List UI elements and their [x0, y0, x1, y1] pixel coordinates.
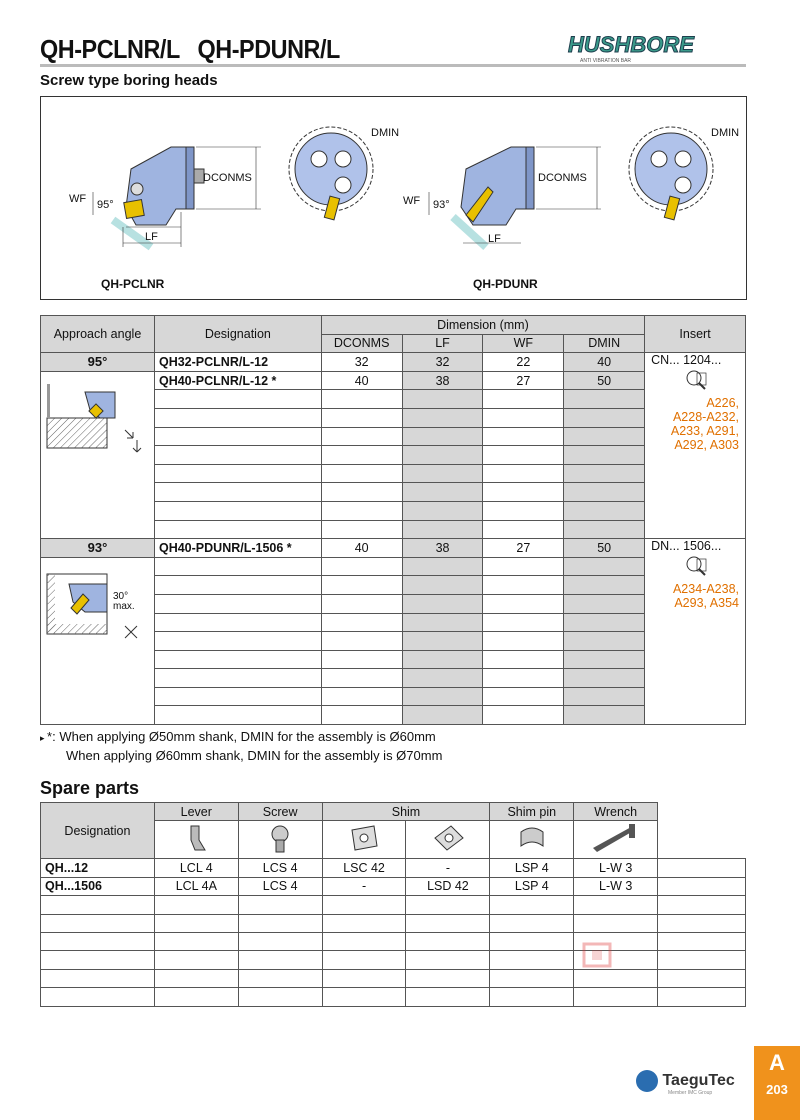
insert-ref[interactable]: A293, A354 [674, 596, 739, 611]
brand-subtitle: Member IMC Group [668, 1090, 713, 1096]
page-title: QH-PCLNR/L QH-PDUNR/L [40, 34, 340, 64]
wf-label-left: WF [69, 193, 87, 205]
dmin-cell: 40 [564, 353, 645, 372]
header-wf: WF [483, 334, 564, 353]
sp-wrench: L-W 3 [574, 859, 658, 877]
angle-note: 30° max. [113, 590, 135, 612]
watermark-logo [536, 940, 676, 1010]
bullet-icon: ▸ [40, 733, 48, 743]
lf-label-right: LF [488, 233, 501, 245]
dmin-cell: 50 [564, 539, 645, 558]
taegutec-mark-icon [636, 1070, 658, 1092]
sp-shim2: - [406, 859, 490, 877]
page-number: 203 [766, 1082, 788, 1097]
lf-cell: 38 [402, 371, 483, 390]
pclnr-end-view [289, 127, 373, 220]
header-dmin: DMIN [564, 334, 645, 353]
angle-label-left: 95° [97, 199, 114, 211]
svg-text:ANTI VIBRATION BAR: ANTI VIBRATION BAR [580, 58, 632, 64]
dconms-label-right: DCONMS [538, 172, 587, 184]
insert-code: CN... 1204... [651, 353, 722, 368]
insert-ref[interactable]: A226, [706, 396, 739, 411]
insert-ref[interactable]: A228-A232, [672, 410, 739, 425]
taegutec-logo: TaeguTec [636, 1070, 735, 1092]
sp-designation: QH...12 [41, 859, 155, 877]
pdunr-end-view [629, 127, 713, 220]
insert-ref[interactable]: A292, A303 [674, 438, 739, 453]
wf-label-right: WF [403, 195, 421, 207]
wf-cell: 22 [483, 353, 564, 372]
insert-ref[interactable]: A234-A238, [672, 582, 739, 597]
hushbore-logo [560, 30, 750, 66]
dconms-label-left: DCONMS [203, 172, 252, 184]
designation-cell: QH32-PCLNR/L-12 [154, 353, 321, 372]
tool-diagram-box [40, 96, 747, 300]
shim-square-icon [322, 821, 406, 859]
section-letter: A [769, 1050, 785, 1075]
header-dimension: Dimension (mm) [321, 316, 644, 335]
sp-lever: LCL 4 [154, 859, 238, 877]
approach-95: 95° [41, 353, 155, 372]
header-dconms: DCONMS [321, 334, 402, 353]
empty-row [41, 896, 746, 914]
shim-pin-icon [490, 821, 574, 859]
screw-icon [238, 821, 322, 859]
wf-cell: 27 [483, 539, 564, 558]
sp-shim1: - [322, 877, 406, 895]
dmin-label-left: DMIN [371, 127, 400, 139]
approach-93: 93° [41, 539, 155, 558]
approach-95-illustration [41, 371, 155, 538]
spare-parts-title: Spare parts [40, 778, 140, 798]
lf-cell: 32 [402, 353, 483, 372]
sp-header-shim-pin: Shim pin [490, 803, 574, 821]
sp-header-shim: Shim [322, 803, 490, 821]
wrench-icon [574, 821, 658, 859]
dconms-cell: 40 [321, 371, 402, 390]
designation-table [40, 315, 746, 725]
sp-header-wrench: Wrench [574, 803, 658, 821]
insert-ref[interactable]: A233, A291, [670, 424, 739, 439]
sp-header-lever: Lever [154, 803, 238, 821]
sp-designation: QH...1506 [41, 877, 155, 895]
sp-lever: LCL 4A [154, 877, 238, 895]
dmin-cell: 50 [564, 371, 645, 390]
lever-icon [154, 821, 238, 859]
svg-text:HUSHBORE: HUSHBORE [568, 32, 694, 57]
diagram-name-pclnr: QH-PCLNR [101, 277, 165, 291]
header-approach: Approach angle [41, 316, 155, 353]
sp-shim-pin: LSP 4 [490, 877, 574, 895]
empty-row [41, 914, 746, 932]
sp-header-designation: Designation [41, 803, 155, 859]
sp-screw: LCS 4 [238, 877, 322, 895]
designation-cell: QH40-PCLNR/L-12 * [154, 371, 321, 390]
sp-header-screw: Screw [238, 803, 322, 821]
insert-cell-dn [645, 539, 746, 725]
approach-93-illustration [41, 557, 155, 724]
shim-diamond-icon [406, 821, 490, 859]
header-lf: LF [402, 334, 483, 353]
header-designation: Designation [154, 316, 321, 353]
pdunr-drawing [429, 147, 601, 247]
lf-cell: 38 [402, 539, 483, 558]
pclnr-drawing [93, 147, 261, 247]
dconms-cell: 32 [321, 353, 402, 372]
lf-label-left: LF [145, 231, 158, 243]
magnifier-icon [651, 555, 741, 580]
sp-shim2: LSD 42 [406, 877, 490, 895]
wf-cell: 27 [483, 371, 564, 390]
magnifier-icon [651, 369, 741, 394]
sp-shim-pin: LSP 4 [490, 859, 574, 877]
sp-screw: LCS 4 [238, 859, 322, 877]
page-subtitle: Screw type boring heads [40, 72, 218, 89]
note-line-2: When applying Ø60mm shank, DMIN for the assembly is Ø70mm [66, 748, 443, 763]
dconms-cell: 40 [321, 539, 402, 558]
insert-code: DN... 1506... [651, 539, 722, 554]
angle-label-right: 93° [433, 199, 450, 211]
diagram-name-pdunr: QH-PDUNR [473, 277, 538, 291]
header-insert: Insert [645, 316, 746, 353]
boring-95-icon [45, 378, 149, 458]
dmin-label-right: DMIN [711, 127, 740, 139]
sp-wrench: L-W 3 [574, 877, 658, 895]
note-line-1: *: When applying Ø50mm shank, DMIN for the assembly is Ø60mm [47, 729, 436, 744]
designation-cell: QH40-PDUNR/L-1506 * [154, 539, 321, 558]
insert-cell-cn [645, 353, 746, 539]
footnotes [40, 728, 442, 765]
page-tab [754, 1046, 800, 1120]
sp-shim1: LSC 42 [322, 859, 406, 877]
